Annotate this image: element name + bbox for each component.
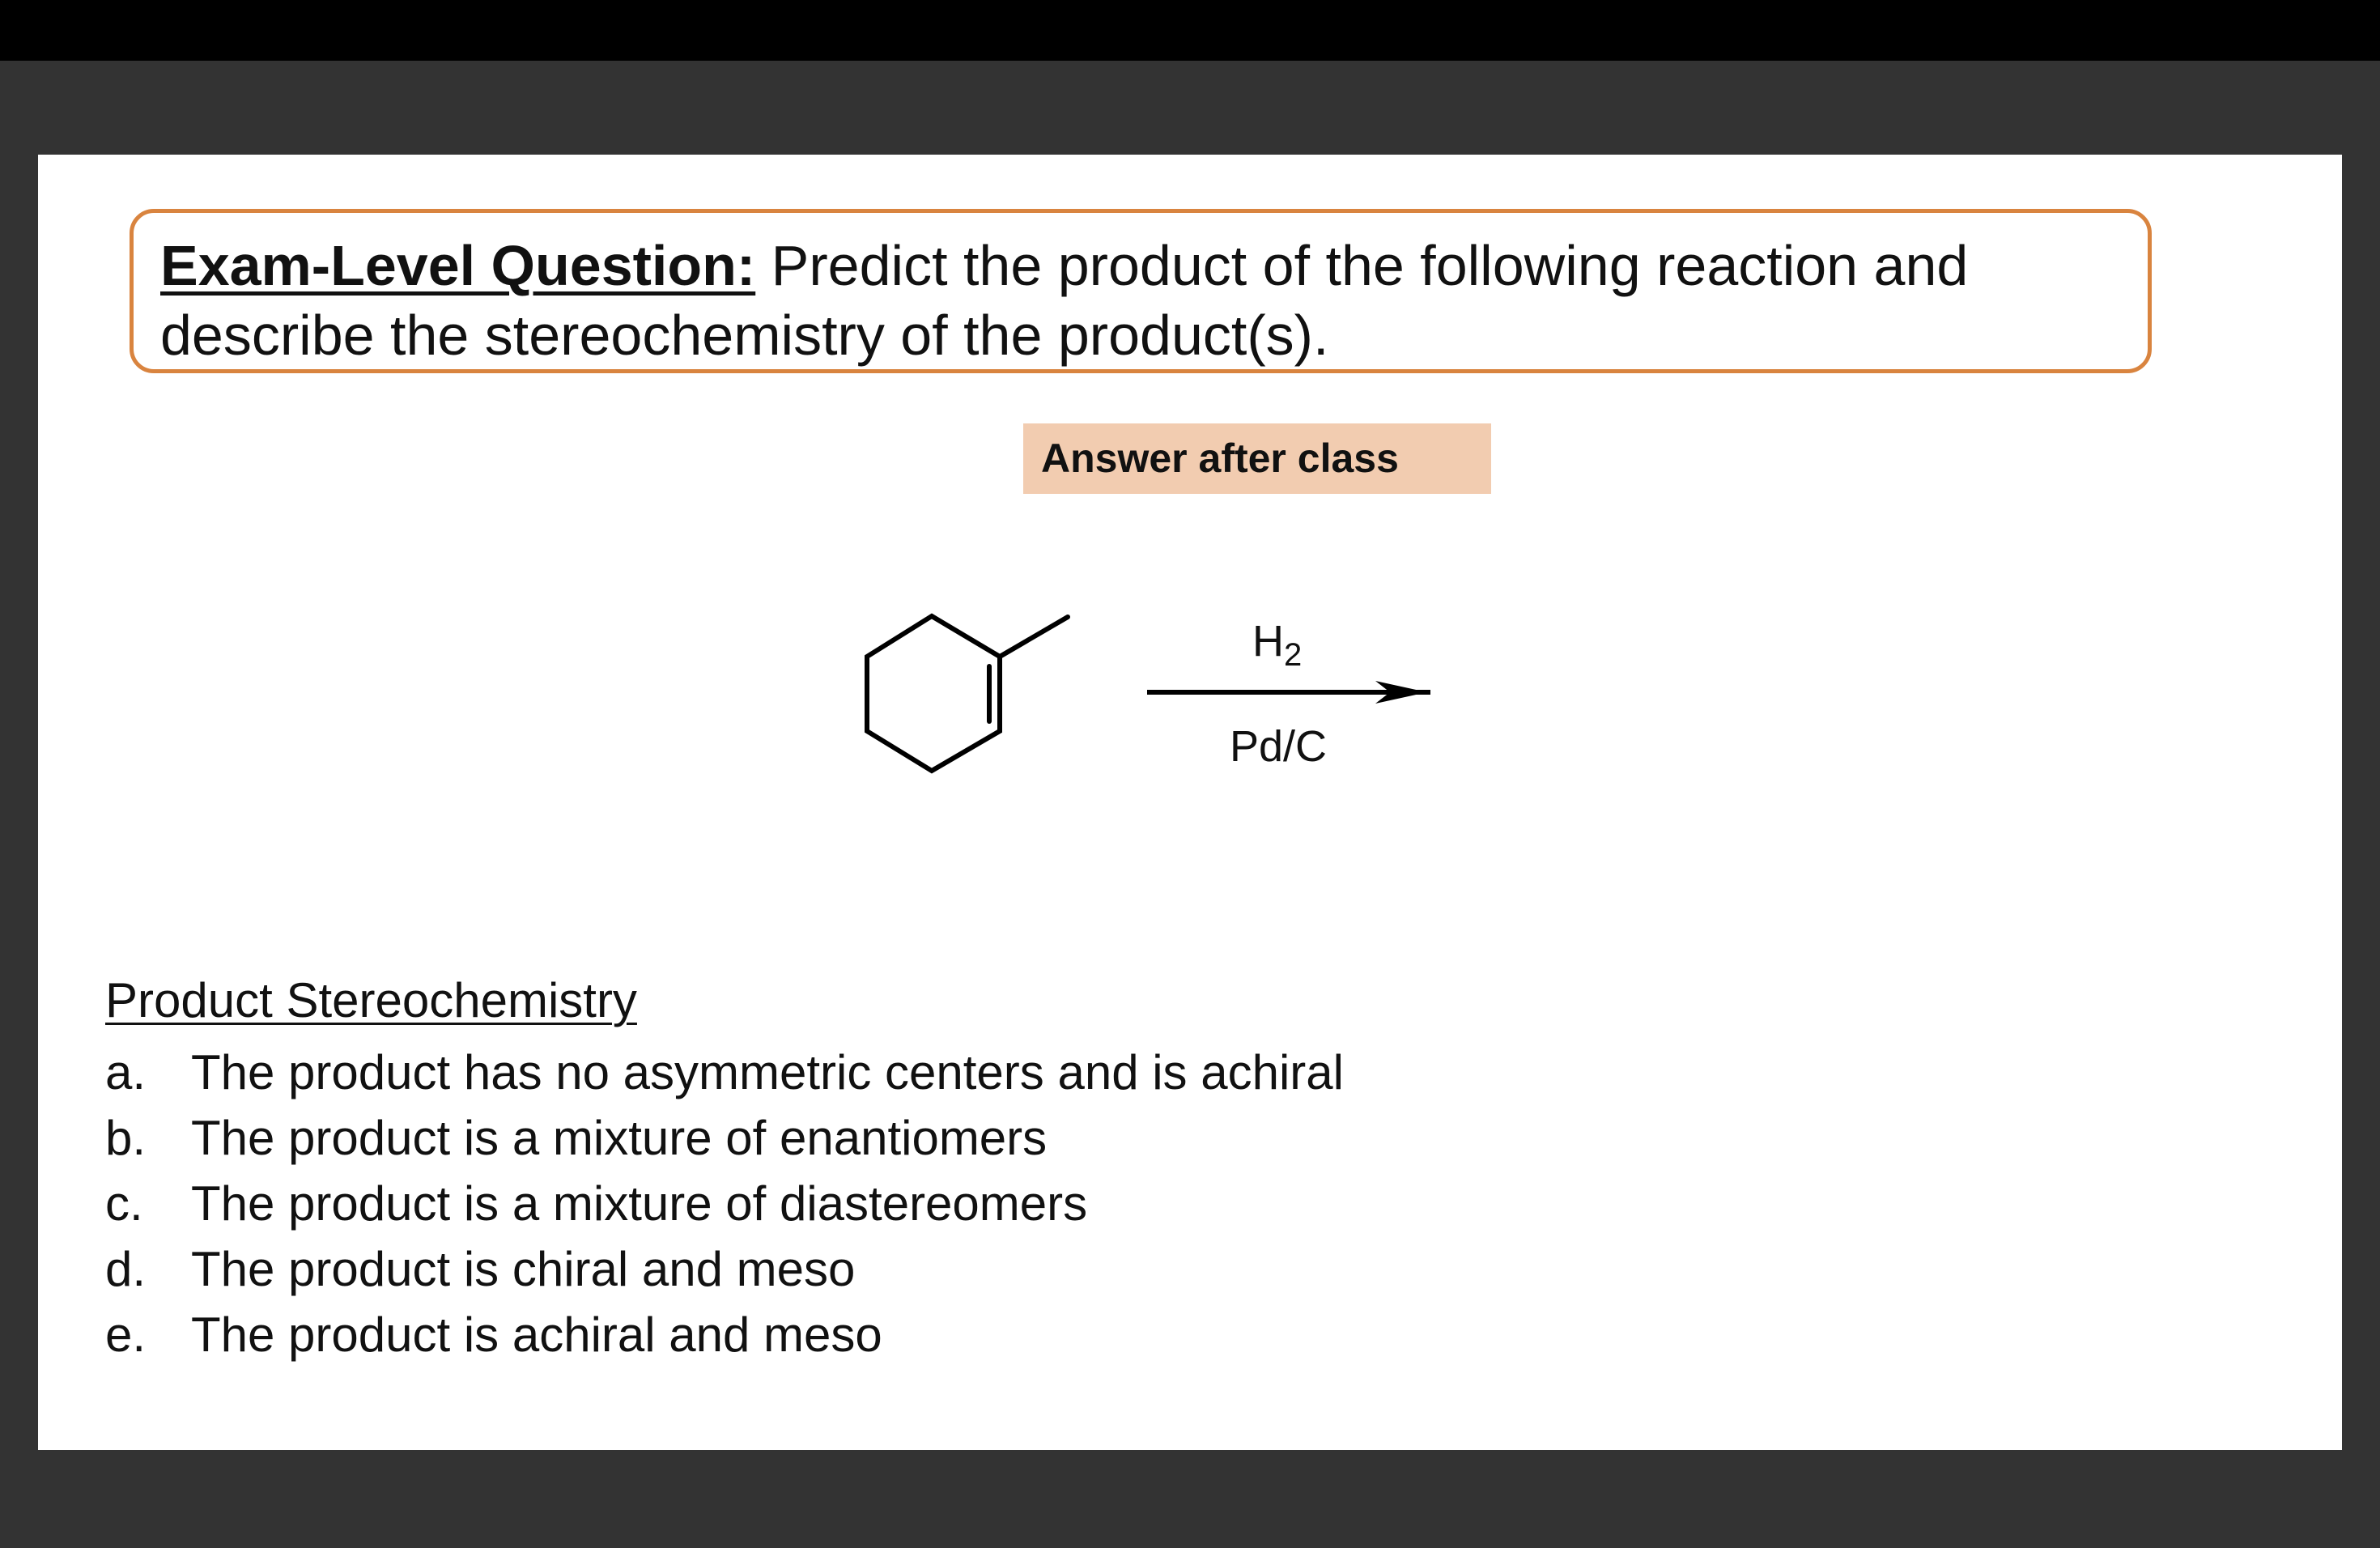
- question-text: Predict the product of the following reaction and describe the stereochemistry of the product(s).: [160, 234, 1969, 367]
- option-a: [105, 1040, 1344, 1105]
- reagent-subscript: 2: [1284, 637, 1303, 673]
- option-e: [105, 1302, 1344, 1367]
- reaction-arrow: [1147, 681, 1430, 704]
- option-letter: a.: [105, 1045, 147, 1099]
- option-text: The product is a mixture of enantiomers: [191, 1111, 1048, 1165]
- catalyst-label: Pd/C: [1230, 722, 1328, 771]
- option-d: [105, 1236, 1344, 1302]
- option-list: [105, 1040, 1344, 1367]
- methyl-bond: [1000, 617, 1068, 657]
- option-letter: d.: [105, 1242, 147, 1296]
- answer-banner: Answer after class: [1023, 423, 1491, 494]
- window-top-bar: [0, 0, 2380, 61]
- slide: [38, 155, 2342, 1450]
- option-c: [105, 1171, 1344, 1236]
- cyclohexene-ring: [867, 616, 1000, 771]
- question-label: Exam-Level Question:: [160, 234, 756, 297]
- option-letter: b.: [105, 1111, 147, 1165]
- option-text: The product is chiral and meso: [191, 1242, 856, 1296]
- stereochemistry-title: Product Stereochemistry: [105, 973, 637, 1027]
- option-b: [105, 1105, 1344, 1171]
- option-text: The product is a mixture of diastereomers: [191, 1176, 1088, 1231]
- reagent-main: H: [1252, 617, 1284, 666]
- option-letter: e.: [105, 1308, 147, 1362]
- option-text: The product is achiral and meso: [191, 1308, 882, 1362]
- reagent-h2: [1252, 616, 1302, 674]
- methylcyclohexene-structure: [867, 616, 1068, 771]
- option-text: The product has no asymmetric centers and is achiral: [191, 1045, 1344, 1099]
- option-letter: c.: [105, 1176, 143, 1231]
